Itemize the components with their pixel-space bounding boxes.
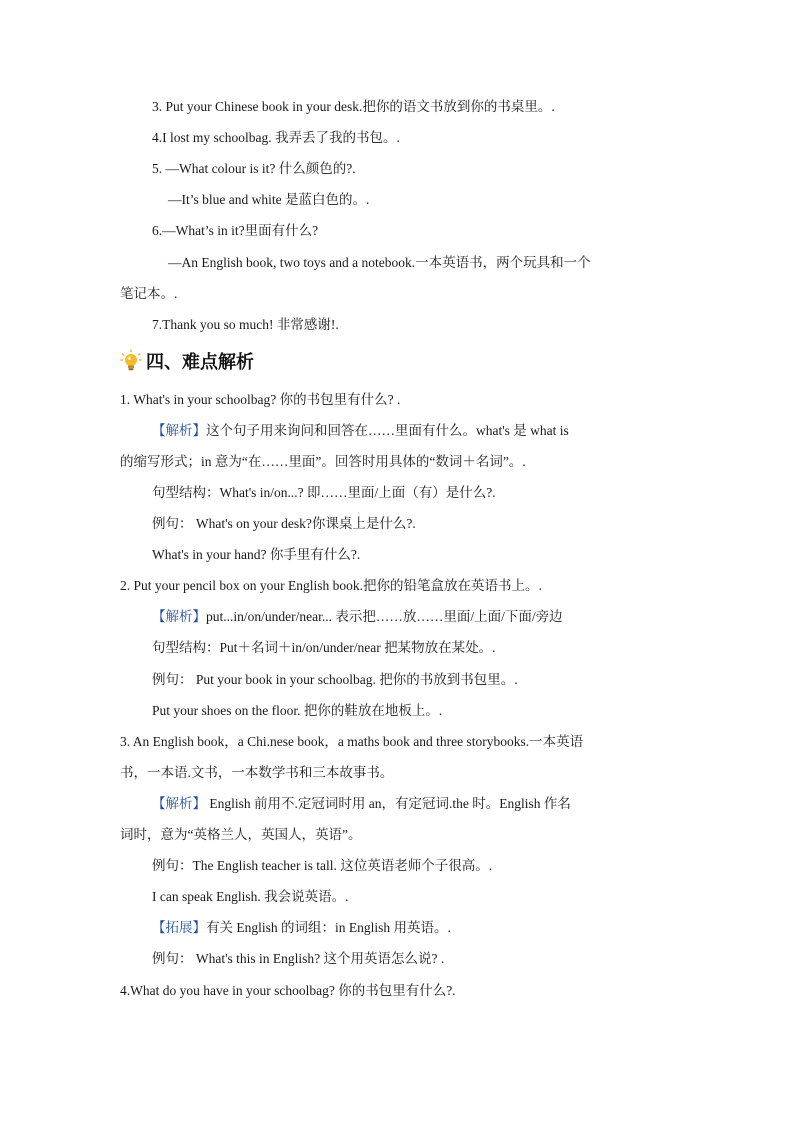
point-3-question-cont: 书，一本语.文书，一本数学书和三本故事书。	[120, 765, 394, 780]
point-2-question: 2. Put your pencil box on your English book.把你的铅笔盒放在英语书上。.	[120, 578, 542, 593]
point-2-example-1: 例句： Put your book in your schoolbag. 把你的书放到书包里。.	[152, 672, 518, 687]
point-2-structure: 句型结构：Put＋名词＋in/on/under/near 把某物放在某处。.	[152, 640, 496, 655]
sentence-5-answer: —It’s blue and white 是蓝白色的。.	[168, 192, 370, 207]
point-3-example-1: 例句：The English teacher is tall. 这位英语老师个子很高。.	[152, 858, 493, 873]
lightbulb-icon	[120, 349, 142, 373]
point-3-analysis: 【解析】 English 前用不.定冠词时用 an，有定冠词.the 时。English 作名	[152, 796, 571, 812]
point-1-question: 1. What's in your schoolbag? 你的书包里有什么? .	[120, 392, 401, 407]
point-3-example-2: I can speak English. 我会说英语。.	[152, 889, 349, 904]
point-2-example-2: Put your shoes on the floor. 把你的鞋放在地板上。.	[152, 703, 443, 718]
sentence-4: 4.I lost my schoolbag. 我弄丢了我的书包。.	[152, 130, 400, 145]
analysis-label: 【解析】	[152, 609, 206, 625]
point-3-analysis-cont: 词时，意为“英格兰人，英国人，英语”。	[120, 827, 362, 842]
point-2-analysis: 【解析】put...in/on/under/near... 表示把……放……里面/上面/下面/旁边	[152, 609, 563, 625]
point-1-structure: 句型结构：What's in/on...? 即……里面/上面（有）是什么?.	[152, 485, 496, 500]
analysis-label: 【解析】	[152, 796, 206, 812]
sentence-6-answer-cont: 笔记本。.	[120, 286, 178, 301]
sentence-6: 6.—What’s in it?里面有什么?	[152, 223, 319, 238]
point-1-analysis-cont: 的缩写形式；in 意为“在……里面”。回答时用具体的“数词＋名词”。.	[120, 454, 526, 469]
sentence-5: 5. —What colour is it? 什么颜色的?.	[152, 161, 356, 176]
point-3-question: 3. An English book，a Chi.nese book，a maths book and three storybooks.一本英语	[120, 734, 584, 749]
section-title: 四、难点解析	[146, 352, 254, 373]
section-heading	[120, 347, 254, 375]
point-1-example-2: What's in your hand? 你手里有什么?.	[152, 547, 361, 562]
point-3-extension: 【拓展】有关 English 的词组：in English 用英语。.	[152, 920, 451, 936]
point-1-example-1: 例句： What's on your desk?你课桌上是什么?.	[152, 516, 416, 531]
sentence-6-answer: —An English book, two toys and a notebook.一本英语书，两个玩具和一个	[168, 255, 591, 270]
sentence-3: 3. Put your Chinese book in your desk.把你的语文书放到你的书桌里。.	[152, 99, 555, 114]
sentence-7: 7.Thank you so much! 非常感谢!.	[152, 317, 339, 332]
point-3-example-3: 例句： What's this in English? 这个用英语怎么说? .	[152, 951, 445, 966]
extension-label: 【拓展】	[152, 920, 206, 936]
point-4-question: 4.What do you have in your schoolbag? 你的书包里有什么?.	[120, 983, 456, 998]
analysis-label: 【解析】	[152, 423, 206, 439]
point-1-analysis: 【解析】这个句子用来询问和回答在……里面有什么。what's 是 what is	[152, 423, 569, 439]
